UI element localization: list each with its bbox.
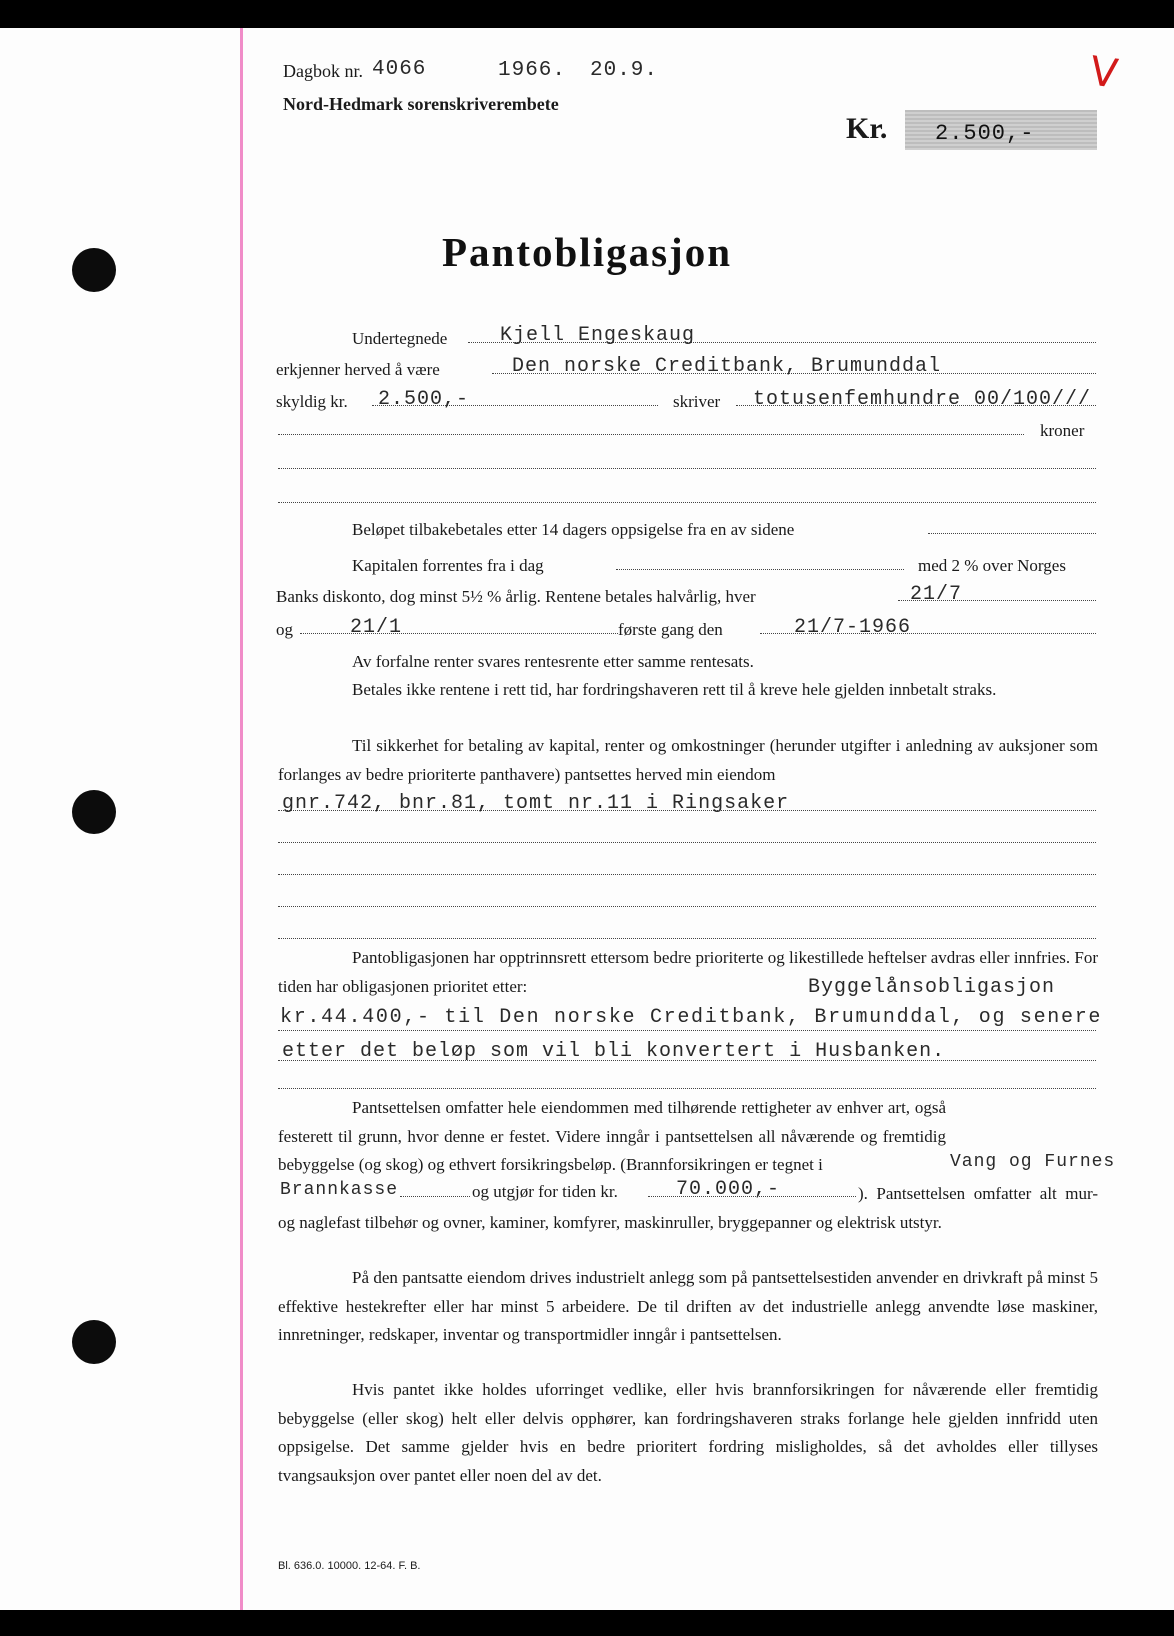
forste-value: 21/7-1966 bbox=[794, 616, 912, 639]
dagbok-year: 1966. bbox=[498, 59, 567, 82]
dotted-line bbox=[278, 1088, 1096, 1089]
kr-amount: 2.500,- bbox=[935, 121, 1035, 146]
skyldig-value: 2.500,- bbox=[378, 388, 470, 411]
dagbok-number: 4066 bbox=[372, 58, 427, 81]
dotted-line bbox=[278, 1030, 1096, 1031]
dotted-line bbox=[278, 842, 1096, 843]
erkjenner-label: erkjenner herved å være bbox=[276, 360, 440, 379]
og-label: og bbox=[276, 620, 293, 639]
check-mark: V bbox=[1086, 48, 1121, 98]
kapitalen-text: Kapitalen forrentes fra i dag bbox=[352, 556, 544, 575]
dagbok-date: 20.9. bbox=[590, 59, 659, 82]
vedlike-text: Hvis pantet ikke holdes uforringet vedlike, eller hvis brannforsikringen for nåværende eller fremtidig bebyggelse (eller skog) helt eller delvis opphører, kan fordringshaveren straks forlange hele gjelden innfridd uten oppsigelse. Det samme gjelder hvis en bedre prioritert fordring misligholdes, så det avholdes eller tillyses tvangsauksjon over pantet eller noen del av det. bbox=[278, 1380, 1098, 1485]
dotted-line bbox=[278, 468, 1096, 469]
dotted-line bbox=[278, 906, 1096, 907]
kroner-label: kroner bbox=[1040, 421, 1085, 440]
kr-label: Kr. bbox=[846, 112, 888, 145]
belopet-text: Beløpet tilbakebetales etter 14 dagers oppsigelse fra en av sidene bbox=[352, 520, 795, 539]
industri-paragraph bbox=[278, 1264, 1098, 1350]
dotted-line bbox=[300, 633, 618, 634]
brann-value-2: Brannkasse bbox=[280, 1180, 399, 1200]
prioritet-line-1: Byggelånsobligasjon bbox=[808, 976, 1056, 999]
forste-label: første gang den bbox=[618, 620, 723, 639]
sikkerhet-text: Til sikkerhet for betaling av kapital, renter og omkostninger (herunder utgifter i anledning av auksjoner som forlanges av bedre prioriterte panthavere) pantsettes herved min eiendom bbox=[278, 736, 1098, 784]
brann-value-1: Vang og Furnes bbox=[950, 1152, 1116, 1172]
punch-hole-middle bbox=[72, 790, 116, 834]
og-value: 21/1 bbox=[350, 616, 403, 639]
vedlike-paragraph bbox=[278, 1376, 1098, 1490]
prioritet-line-3: etter det beløp som vil bli konvertert i Husbanken. bbox=[282, 1040, 946, 1063]
industri-text: På den pantsatte eiendom drives industrielt anlegg som på pantsettelsestiden anvender en drivkraft på minst 5 effektive hestekrefter eller har minst 5 arbeidere. De til driften av det industrielle anlegg anvendte løse maskiner, innretninger, redskaper, inventar og transportmidler inngår i pantsettelsen. bbox=[278, 1268, 1098, 1344]
dotted-line bbox=[278, 874, 1096, 875]
skyldig-label: skyldig kr. bbox=[276, 392, 348, 411]
page-title: Pantobligasjon bbox=[442, 229, 732, 275]
skriver-label: skriver bbox=[673, 392, 721, 411]
opptrinn-text: Pantobligasjonen har opptrinnsrett ettersom bedre prioriterte og likestillede heftelser avdras eller innfries. For tiden har obligasjonen prioritet etter: bbox=[278, 948, 1098, 996]
dotted-line bbox=[278, 502, 1096, 503]
dotted-line bbox=[616, 569, 904, 570]
skriver-value: totusenfemhundre 00/100/// bbox=[753, 388, 1092, 411]
omfatter-text-2: ). Pantsettelsen omfatter alt mur- og naglefast tilbehør og ovner, kaminer, komfyrer, maskinruller, bryggepanner og elektrisk utstyr. bbox=[278, 1184, 1098, 1232]
utgjor-value: 70.000,- bbox=[676, 1178, 781, 1201]
undertegnede-label: Undertegnede bbox=[352, 329, 448, 348]
betales-text: Betales ikke rentene i rett tid, har fordringshaveren rett til å kreve hele gjelden innbetalt straks. bbox=[352, 680, 997, 699]
dagbok-label: Dagbok nr. bbox=[283, 61, 363, 81]
form-code: Bl. 636.0. 10000. 12-64. F. B. bbox=[278, 1560, 421, 1572]
omfatter-paragraph-2 bbox=[278, 1180, 1098, 1237]
sikkerhet-paragraph bbox=[278, 732, 1098, 789]
hver-value: 21/7 bbox=[910, 583, 963, 606]
dotted-line bbox=[928, 533, 1096, 534]
renter-paragraph: Av forfalne renter svares rentesrente etter samme rentesats. bbox=[352, 652, 754, 671]
undertegnede-value: Kjell Engeskaug bbox=[500, 324, 696, 347]
eiendom-value: gnr.742, bnr.81, tomt nr.11 i Ringsaker bbox=[282, 792, 790, 815]
omfatter-text-1: Pantsettelsen omfatter hele eiendommen med tilhørende rettigheter av enhver art, også festerett til grunn, hvor denne er festet. Videre inngår i pantsettelsen all nåværende og fremtidig bebyggelse (og skog) og ethvert forsikringsbeløp. (Brannforsikringen er tegnet i bbox=[278, 1098, 946, 1174]
omfatter-paragraph-1 bbox=[278, 1094, 946, 1180]
dotted-line bbox=[278, 434, 1024, 435]
banks-text: Banks diskonto, dog minst 5½ % årlig. Rentene betales halvårlig, hver bbox=[276, 587, 756, 606]
prioritet-line-2: kr.44.400,- til Den norske Creditbank, Brumunddal, og senere bbox=[280, 1006, 1103, 1029]
office-name: Nord-Hedmark sorenskriverembete bbox=[283, 94, 559, 114]
utgjor-label: og utgjør for tiden kr. bbox=[472, 1182, 618, 1201]
erkjenner-value: Den norske Creditbank, Brumunddal bbox=[512, 355, 942, 378]
betales-paragraph bbox=[278, 676, 1098, 705]
med-text: med 2 % over Norges bbox=[918, 556, 1066, 575]
punch-hole-bottom bbox=[72, 1320, 116, 1364]
dotted-line bbox=[278, 938, 1096, 939]
